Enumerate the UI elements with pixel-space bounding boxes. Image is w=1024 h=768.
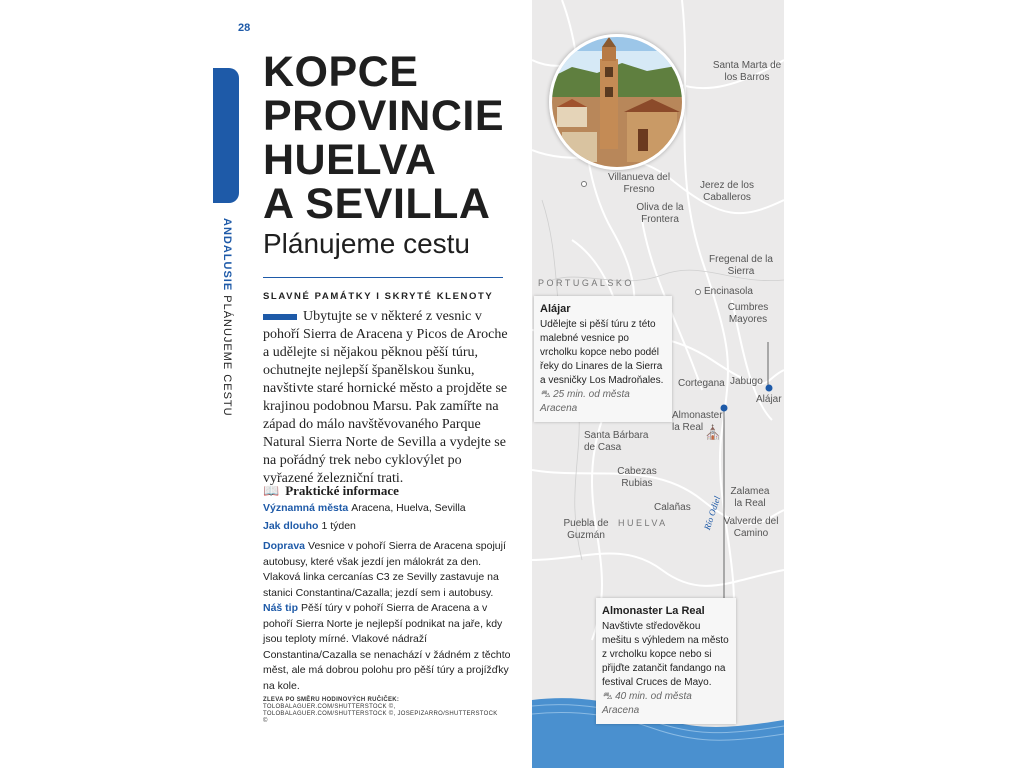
place-cumbres: Cumbres Mayores [727,302,769,325]
title-line: PROVINCIE [263,92,505,140]
region-portugal: PORTUGALSKO [538,278,634,288]
chapter-label-bold: ANDALUSIE [221,218,233,292]
credit-bold: ZLEVA PO SMĚRU HODINOVÝCH RUČIČEK: [263,697,400,703]
chapter-label-rest: PLÁNUJEME CESTU [221,295,233,417]
place-calanas: Calañas [654,502,691,513]
title-line: HUELVA [263,136,437,184]
info-transport [263,539,518,601]
place-cabezas: Cabezas Rubias [617,466,657,489]
car-icon: ⛍ [602,691,616,702]
church-tower-image [552,37,682,167]
region-huelva: HUELVA [618,518,668,528]
callout-time-text: 25 min. od města Aracena [540,389,630,414]
chapter-tab [213,68,239,203]
callout-almonaster [596,598,736,724]
place-santa-marta: Santa Marta de los Barros [712,60,782,83]
car-icon: ⛍ [540,389,554,400]
village-photo [549,34,685,170]
mosque-icon: ⛪ [704,424,722,440]
place-zalamea: Zalamea la Real [730,486,770,509]
info-cities [263,501,518,517]
transport-value: Vesnice v pohoří Sierra de Aracena spojují autobusy, které však jezdí jen málokrát za den. Vlaková linka cercanías C3 ze Sevilly zastavuje na stanici Constantina/Cazalla; jezdí sem i autobusy. [263,540,506,599]
place-villanueva: Villanueva del Fresno [607,172,671,195]
divider [263,277,503,278]
callout-title: Almonaster La Real [602,605,705,617]
info-heading [263,483,399,499]
kicker: SLAVNÉ PAMÁTKY I SKRYTÉ KLENOTY [263,291,494,302]
callout-text: Udělejte si pěší túru z této malebné vesnice po vrcholku kopce nebo podél řeky do Linares de la Sierra a vesničky Los Madroňales. [540,319,664,386]
cities-value: Aracena, Huelva, Sevilla [351,502,466,514]
river-label: Río Odiel [702,494,723,532]
place-encinasola: Encinasola [704,286,753,297]
cities-label: Významná města [263,502,349,514]
place-jabugo: Jabugo [730,376,763,387]
page-subtitle: Plánujeme cestu [263,228,471,259]
callout-time-text: 40 min. od města Aracena [602,691,692,716]
tip-value: Pěší túry v pohoří Sierra de Aracena a v pohoří Sierra Norte je nejlepší podnikat na jaře, kdy jsou teploty mírné. Vlakové nádraží Constantina/Cazalla se nenachází v žádném z těchto měst, ale má dobrou polohu pro pěší túry a projížďky na kole. [263,602,511,692]
intro-text: Ubytujte se v některé z vesnic v pohoří Sierra de Aracena y Picos de Aroche a udělejte si nějakou pěknou pěší túru, ochutnejte nejlepší španělskou šunku, navštivte staré hornické město a projděte se krajinou podobnou Marsu. Pak zamířte na západ do málo navštěvovaného Parque Natural Sierra Norte de Sevilla a vydejte se na pořádný trek nebo cyklovýlet po vyřazené železniční trati. [263,309,508,486]
callout-title: Alájar [540,303,571,315]
transport-label: Doprava [263,540,306,552]
page-title [263,50,504,226]
tip-label: Náš tip [263,602,299,614]
place-almonaster: Almonaster la Real [672,410,723,433]
place-oliva: Oliva de la Frontera [636,202,684,225]
place-puebla: Puebla de Guzmán [563,518,609,541]
callout-time [540,388,666,416]
credit-text: TOLOBALAGUER.COM/SHUTTERSTOCK ©, TOLOBALAGUER.COM/SHUTTERSTOCK ©, JOSEPIZARRO/SHUTTERSTOCK © [263,704,498,724]
place-fregenal: Fregenal de la Sierra [709,254,773,277]
place-cortegana: Cortegana [678,378,725,389]
title-line: KOPCE [263,48,419,96]
place-valverde: Valverde del Camino [723,516,779,539]
callout-text: Navštivte středověkou mešitu s výhledem na město z vrcholku kopce nebo si přijďte zatančit fandango na festival Cruces de Mayo. [602,621,729,688]
place-alajar: Alájar [756,394,782,405]
chapter-side-label [221,218,233,417]
duration-value: 1 týden [321,520,356,532]
place-jerez: Jerez de los Caballeros [700,180,754,203]
paragraph-marker [263,314,297,320]
duration-label: Jak dlouho [263,520,319,532]
info-tip [263,601,518,694]
callout-time [602,690,730,718]
book-icon: 📖 [263,483,280,498]
title-line: A SEVILLA [263,180,491,228]
place-santa-barbara: Santa Bárbara de Casa [584,430,649,453]
photo-credit [263,697,503,725]
info-heading-text: Praktické informace [285,483,399,498]
info-duration [263,519,518,535]
intro-paragraph [263,308,513,488]
callout-alajar [534,296,672,422]
page-number: 28 [238,22,251,34]
